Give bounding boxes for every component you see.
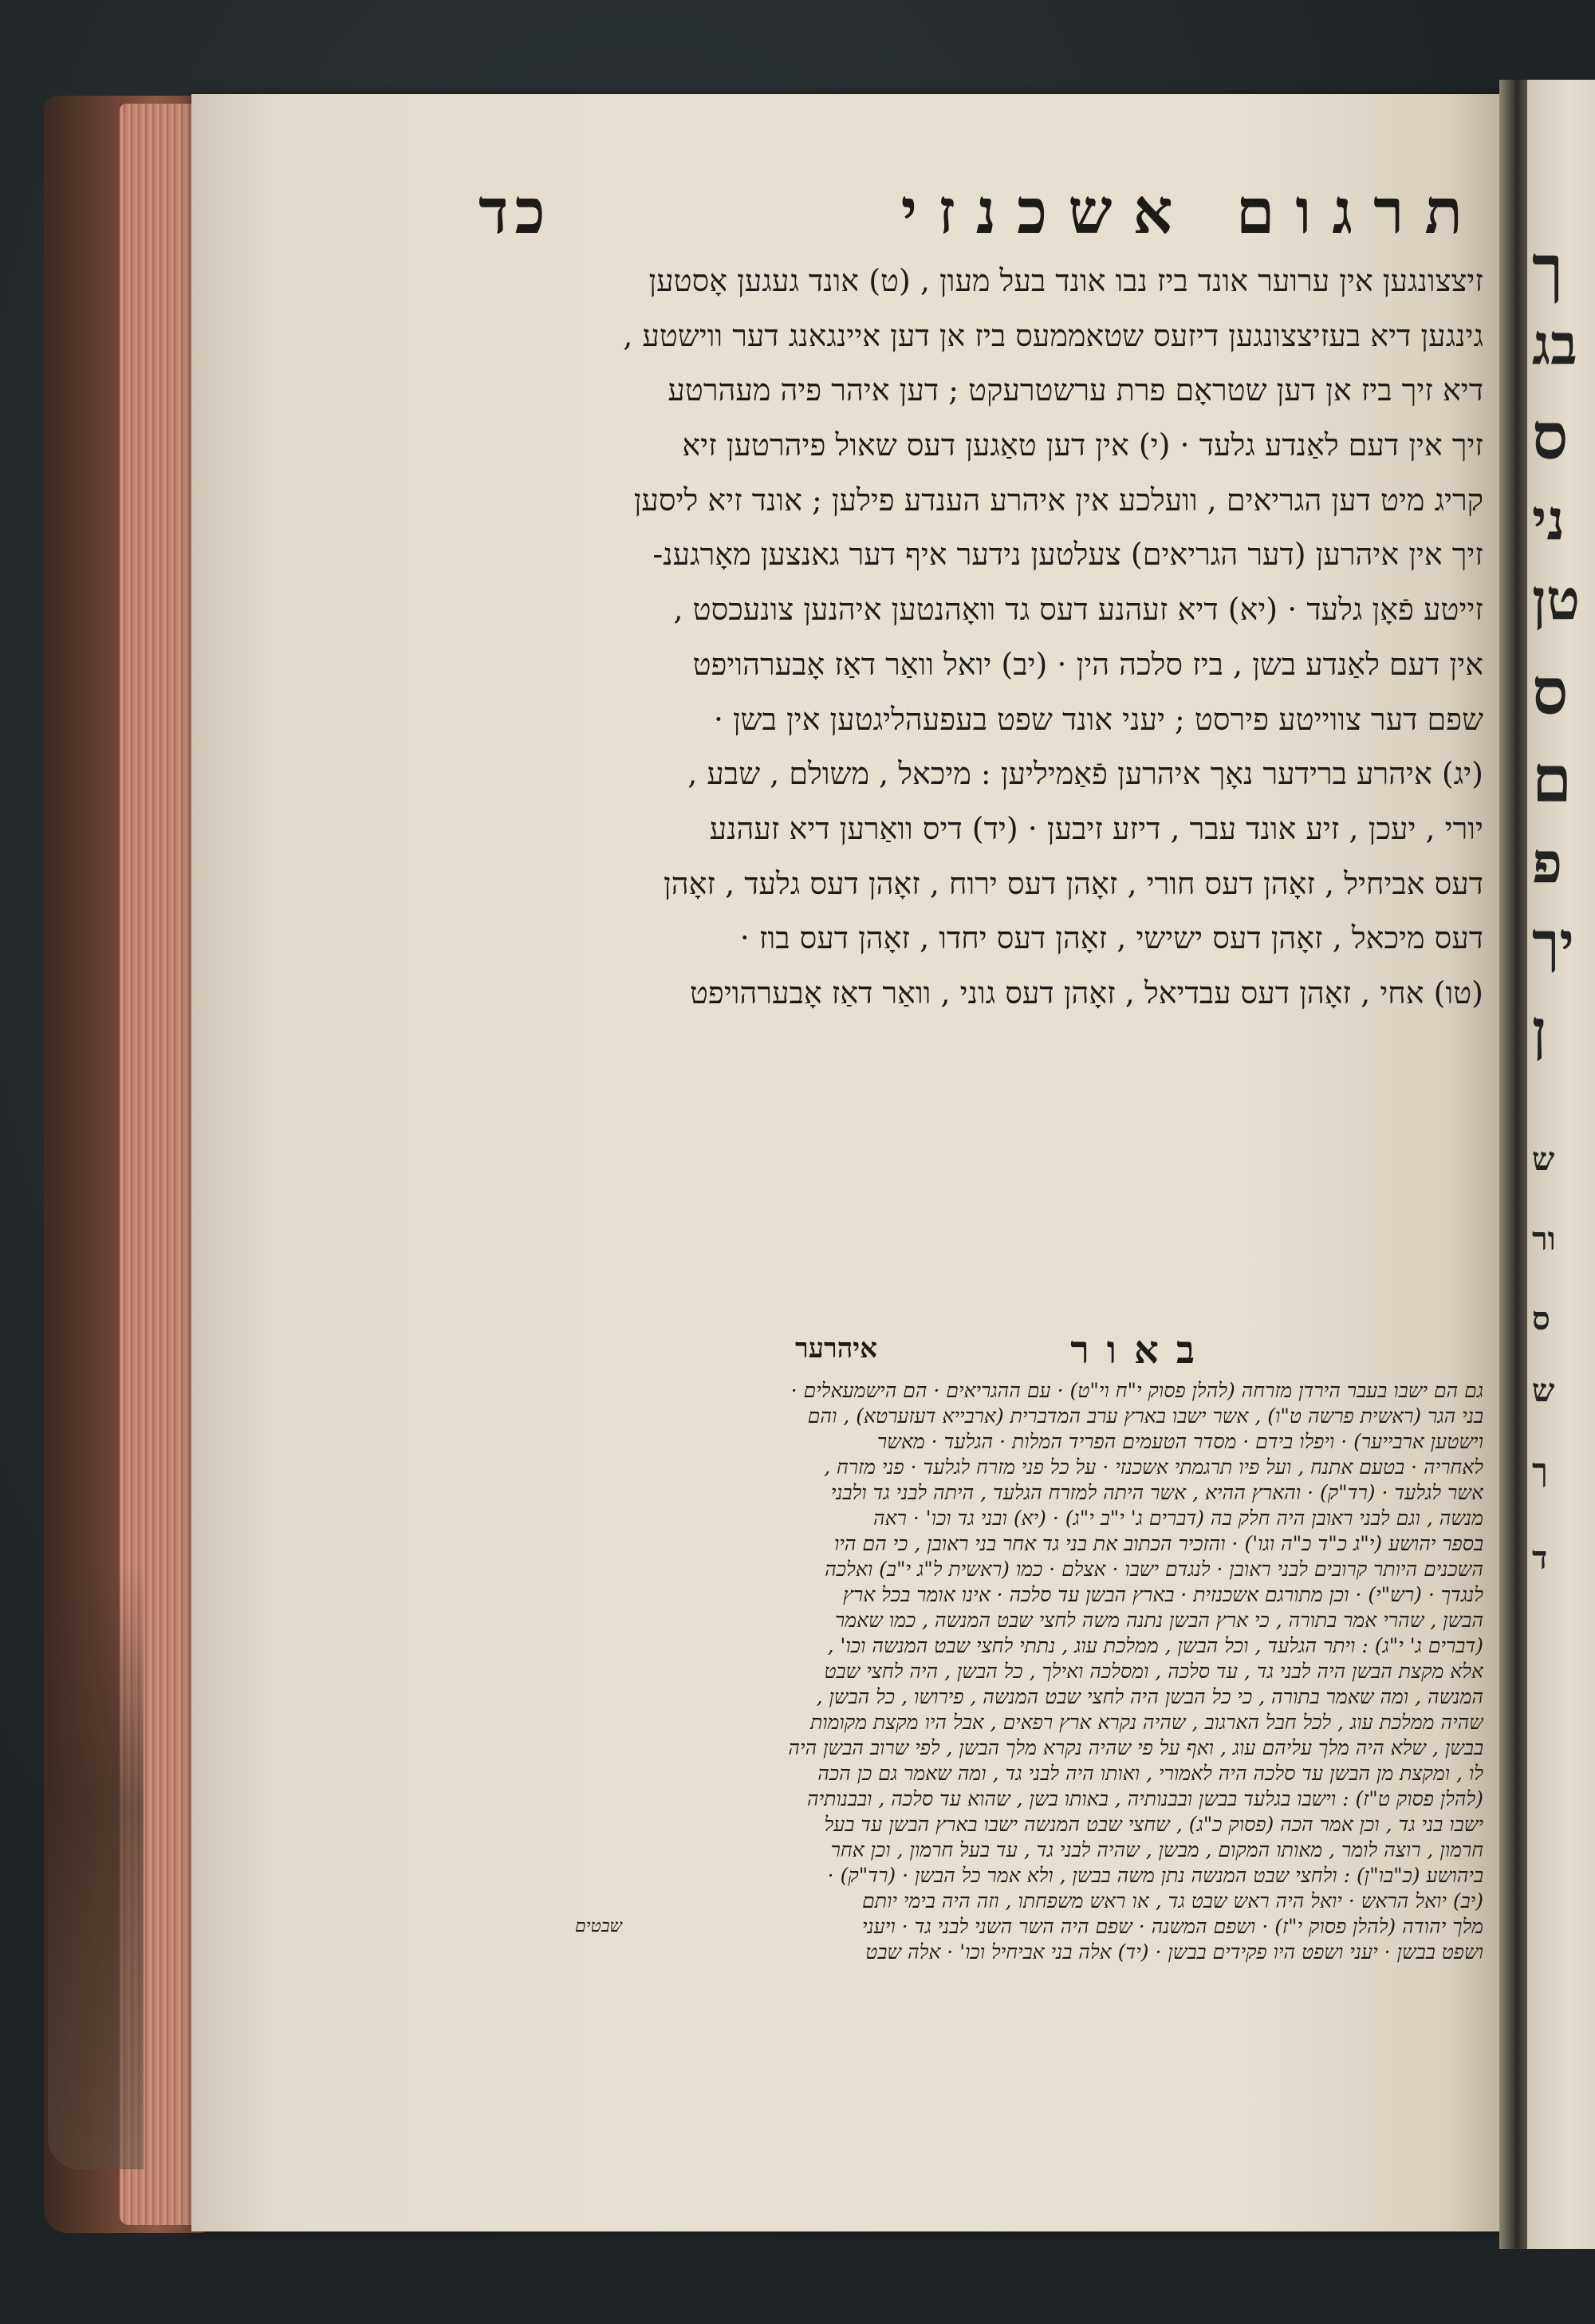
facing-page-glyph: פ <box>1532 829 1563 896</box>
commentary-title: באור <box>1070 1328 1212 1373</box>
commentary-line: המנשה , ומה שאמר בתורה , כי כל הבשן היה לחצי שבט המנשה , פירושו , כל הבשן , <box>816 1685 1483 1708</box>
facing-page-fragment <box>1527 80 1595 2249</box>
commentary-line: אשר לגלעד · (רד"ק) · והארץ ההיא , אשר היתה למזרח הגלעד , היתה לבני גד ולבני <box>830 1481 1483 1504</box>
text-line: קריג מיט דען הגריאים , וועלכע אין איהרע הענדע פילען ; אונד זיא ליסען <box>633 482 1483 518</box>
facing-page-glyph: ך <box>1532 231 1564 306</box>
facing-page-glyph: ס <box>1532 399 1569 474</box>
page-content <box>431 160 1483 2201</box>
facing-page-glyph: ס <box>1532 654 1569 729</box>
translation-text <box>431 254 1483 1021</box>
text-line: שפם דער צווייטע פירסט ; יעני אונד שפט בעפעהליגטען אין בשן · <box>713 701 1483 737</box>
facing-page-glyph: ש <box>1532 1140 1555 1178</box>
facing-page-glyph: ך <box>1532 1452 1548 1489</box>
commentary-label: איהרער <box>795 1333 877 1365</box>
text-line: (טו) אחי , זאָהן דעס עבדיאל , זאָהן דעס גוני , וואַר דאַז אָבערהויפט <box>689 975 1483 1010</box>
text-line: זיך אין דעם לאַנדע גלעד · (י) אין דען טאַגען דעס שאול פיהרטען זיא <box>682 427 1483 463</box>
commentary-line: בני הגר (ראשית פרשה ט"ו) , אשר ישבו בארץ ערב המדברית (ארבייא דעזערטא) , והם <box>807 1404 1483 1428</box>
text-line: (יג) איהרע ברידער נאָך איהרען פֿאַמיליען : מיכאל , משולם , שבע , <box>687 756 1483 792</box>
commentary-heading <box>431 1328 1483 1376</box>
commentary-line: בספר יהושע (י"ג כ"ד כ"ה וגו') · והזכיר הכתוב את בני גד אחר בני ראובן , כי הם היו <box>833 1532 1483 1555</box>
commentary-line: בבשן , שלא היה מלך עליהם עוג , ואף על פי שהיה נקרא מלך הבשן , לפי שרוב הבשן היה <box>788 1736 1483 1759</box>
commentary-line: השכנים היותר קרובים לבני ראובן · לנגדם ישבו · אצלם · כמו (ראשית ל"ג י"ב) ואלכה <box>825 1558 1483 1581</box>
running-title: תרגום אשכנזי <box>900 175 1483 248</box>
facing-page-glyph: ד <box>1532 1539 1548 1577</box>
commentary-line: ישבו בני גד , וכן אמר הכה (פסוק כ"ג) , שחצי שבט המנשה ישבו בארץ הבשן עד בעל <box>824 1813 1483 1836</box>
commentary-line: וישטען ארבייער) · ויפלו בידם · מסדר הטעמים הפריד המלות · הגלעד · מאשר <box>876 1430 1483 1453</box>
facing-page-glyph: ס <box>1532 1300 1550 1337</box>
text-line: דעס מיכאל , זאָהן דעס ישישי , זאָהן דעס יחדו , זאָהן דעס בוז · <box>739 920 1483 956</box>
facing-page-glyph: יך <box>1532 909 1574 975</box>
catchword: שבטים <box>575 1916 622 1936</box>
text-line: דיא זיך ביז אן דען שטראָם פרת ערשטרעקט ; דען איהר פיה מעהרטע <box>668 372 1483 408</box>
commentary-line: הבשן , שהרי אמר בתורה , כי ארץ הבשן נתנה משה לחצי שבט המנשה , כמו שאמר <box>834 1609 1483 1632</box>
commentary-line: ושפט בבשן · יעני ושפט היו פקידים בבשן · (יד) אלה בני אביחיל וכו' · אלה שבט <box>865 1940 1483 1964</box>
text-line: דעס אביחיל , זאָהן דעס חורי , זאָהן דעס ירוח , זאָהן דעס גלעד , זאָהן <box>664 865 1483 901</box>
commentary-line: גם הם ישבו בעבר הירדן מזרחה (להלן פסוק י"ח וי"ט) · עם ההגריאים · הם הישמעאלים · <box>790 1379 1483 1402</box>
commentary-line: ביהושע (כ"בו"ן) : ולחצי שבט המנשה נתן משה בבשן , ולא אמר כל הבשן · (רד"ק) · <box>827 1864 1483 1887</box>
facing-page-glyph: טן <box>1532 566 1581 632</box>
text-line: זייטע פֿאָן גלעד · (יא) דיא זעהנע דעס גד וואָהנטען איהנען צונעכסט , <box>673 592 1483 628</box>
commentary-line: חרמון , רוצה לומר , מאותו המקום , מבשן , שהיה לבני גד , עד בעל חרמון , וכן אחר <box>830 1838 1483 1861</box>
facing-page-glyph: ש <box>1532 1372 1555 1409</box>
text-line: אין דעם לאַנדע בשן , ביז סלכה הין · (יב) יואל וואַר דאַז אָבערהויפט <box>692 646 1483 682</box>
facing-page-glyph: ור <box>1532 1220 1556 1258</box>
text-line: זיצצונגען אין ערוער אונד ביז נבו אונד בעל מעון , (ט) אונד געגען אָסטען <box>648 263 1483 298</box>
facing-page-glyph: ן <box>1532 997 1546 1063</box>
commentary-line: (דברים ג' י"ג) : ויתר הגלעד , וכל הבשן , ממלכת עוג , נתתי לחצי שבט המנשה וכו' , <box>827 1634 1483 1657</box>
commentary-line: (יב) יואל הראש · יואל היה ראש שבט גד , או ראש משפחתו , וזה היה בימי יותם <box>862 1889 1483 1912</box>
commentary-line: מנשה , וגם לבני ראובן היה חלק בה (דברים ג' י"ב י"ג) · (יא) ובני גד וכו' · ראה <box>873 1507 1483 1530</box>
facing-page-glyph: ני <box>1532 486 1565 553</box>
cover-wear <box>48 1563 144 2169</box>
page-number: כד <box>478 175 552 248</box>
commentary-line: מלך יהודה (להלן פסוק י"ז) · ושפם המשנה · שפם היה השר השני לבני גד · ויעני <box>862 1915 1483 1938</box>
facing-page-glyph: ם <box>1532 742 1572 817</box>
commentary-line: לו , ומקצת מן הבשן עד סלכה היה לאמורי , ואותו היה לבני גד , ומה שאמר גם כן הכה <box>817 1762 1483 1785</box>
book-gutter <box>1499 80 1531 2249</box>
commentary-text <box>431 1378 1483 1965</box>
commentary-line: (להלן פסוק ט"ז) : וישבו בגלעד בבשן ובבנותיה , באותו בשן , שהוא עד סלכה , ובבנותיה <box>806 1787 1483 1810</box>
text-line: זיך אין איהרען (דער הגריאים) צעלטען נידער איף דער גאנצען מאָרגענ- <box>652 537 1483 573</box>
text-line: גינגען דיא בעזיצצונגען דיזעס שטאממעס ביז אן דען איינגאנג דער ווישטע , <box>623 317 1483 353</box>
text-line: יורי , יעכן , זיע אונד עבר , דיזע זיבען · (יד) דיס וואַרען דיא זעהנע <box>709 810 1483 846</box>
commentary-line: לנגדך · (רש"י) · וכן מתורגם אשכנזית · בארץ הבשן עד סלכה · אינו אומר בכל ארץ <box>843 1583 1483 1606</box>
commentary-line: אלא מקצת הבשן היה לבני גד , עד סלכה , ומסלכה ואילך , כל הבשן , היה לחצי שבט <box>824 1660 1483 1683</box>
commentary-line: לאחריה · בטעם אתנח , ועל פיו תרגמתי אשכנזי · על כל פני מזרח לגלעד · פני מזרח , <box>824 1455 1483 1479</box>
commentary-line: שהיה ממלכת עוג , לכל חבל הארגוב , שהיה נקרא ארץ רפאים , אבל היו מקצת מקומות <box>809 1711 1483 1734</box>
running-header <box>431 175 1483 263</box>
facing-page-glyph: בג <box>1532 311 1577 377</box>
